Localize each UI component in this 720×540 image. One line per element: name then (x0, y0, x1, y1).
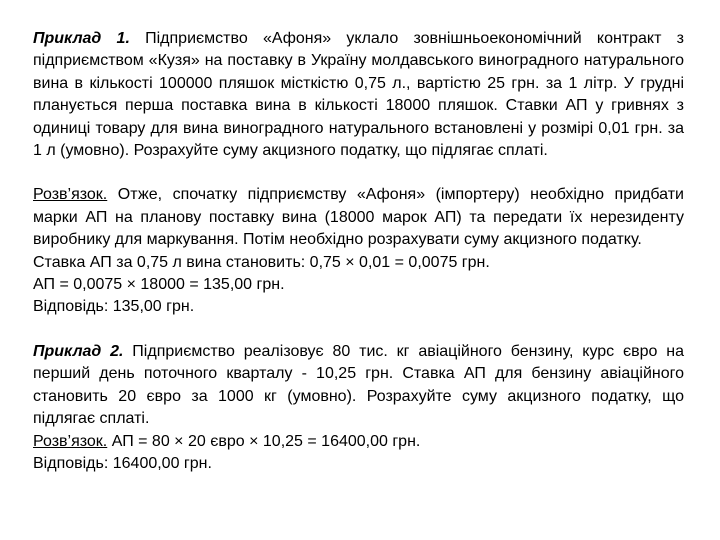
solution-1-label: Розв’язок. (33, 186, 108, 204)
spacer (33, 319, 684, 341)
example-1-text: Підприємство «Афоня» уклало зовнішньоекономічний контракт з підприємством «Кузя» на поставку в Україну молдавського виноградного натурального вина в кількості 100000 пляшок місткістю 0,75 л., вартістю 25 грн. за 1 літр. У грудні планується перша поставка вина в кількості 18000 пляшок. Ставки АП у гривнях з одиниці товару для вина виноградного натурального встановлені у розмірі 0,01 грн. за 1 л (умовно). Розрахуйте суму акцизного податку, що підлягає сплаті. (33, 30, 685, 160)
solution-2-label: Розв’язок. (33, 432, 108, 450)
solution-1-text: Отже, спочатку підприємству «Афоня» (імпортеру) необхідно придбати марки АП на планову поставку вина (18000 марок АП) та передати їх нерезиденту виробнику для маркування. Потім необхідно розрахувати суму акцизного податку. (33, 186, 684, 249)
document-page (33, 28, 684, 475)
solution-2-text: АП = 80 × 20 євро × 10,25 = 16400,00 грн. (107, 432, 421, 450)
example-2-text: Підприємство реалізовує 80 тис. кг авіаційного бензину, курс євро на перший день поточного кварталу - 10,25 грн. Ставка АП для бензину авіаційного становить 20 євро за 1000 кг (умовно). Розрахуйте суму акцизного податку, що підлягає сплаті. (33, 342, 685, 428)
example-2-label: Приклад 2. (33, 342, 124, 360)
solution-1-rate-line: Ставка АП за 0,75 л вина становить: 0,75 × 0,01 = 0,0075 грн. (33, 253, 490, 271)
solution-1-calc-line: АП = 0,0075 × 18000 = 135,00 грн. (33, 276, 285, 294)
solution-1-paragraph (33, 184, 684, 251)
solution-1-answer: Відповідь: 135,00 грн. (33, 298, 195, 316)
example-1-paragraph (33, 28, 684, 162)
example-1-label: Приклад 1. (33, 30, 130, 47)
example-2-paragraph (33, 341, 684, 431)
solution-2-paragraph (33, 431, 684, 453)
spacer (33, 162, 684, 184)
solution-2-answer: Відповідь: 16400,00 грн. (33, 454, 212, 472)
